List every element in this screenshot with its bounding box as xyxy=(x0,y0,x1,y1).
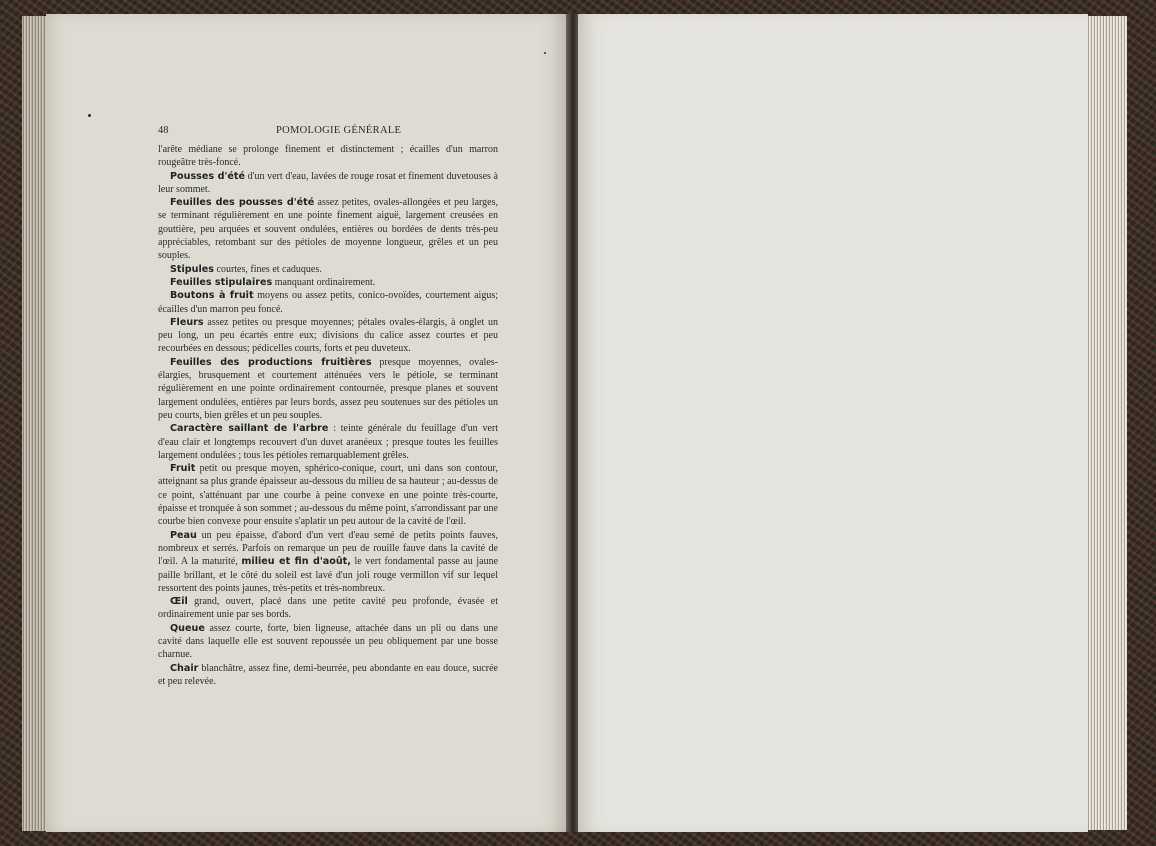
paragraph-text: grand, ouvert, placé dans une petite cavité peu profonde, évasée et ordinairement unie par ses bords. xyxy=(158,596,498,621)
left-page-edges xyxy=(22,16,48,831)
paragraph xyxy=(158,356,498,422)
paragraph xyxy=(158,595,498,622)
paragraph xyxy=(158,170,498,197)
paragraph-text: manquant ordinairement. xyxy=(272,276,376,288)
paragraph xyxy=(158,276,498,289)
paragraph xyxy=(158,662,498,689)
paragraph-term: Fruit xyxy=(170,463,196,475)
paragraph xyxy=(158,622,498,662)
paragraph-term: Stipules xyxy=(170,263,214,275)
paragraph xyxy=(158,263,498,276)
paragraph-text: petit ou presque moyen, sphérico-conique, court, uni dans son contour, atteignant sa plus grande épaisseur au-dessous du milieu de sa hauteur ; au-dessus de ce point, s'atténuant par une courbe à peine convexe en une pointe très-courte, épaisse et tronquée à son sommet ; au-dessous du même point, s'arrondissant par une courbe bien convexe pour ensuite s'aplatir un peu autour de la cavité de l'œil. xyxy=(158,463,498,528)
paragraph-text: le vert fondamental passe au jaune paille brillant, et le côté du soleil est lavé d'un joli rouge vermillon vif sur lequel ressortent des points jaunes, très-petits et très-nombreux. xyxy=(158,556,499,594)
paragraph-term: Pousses d'été xyxy=(170,170,245,182)
paragraph-term: Feuilles des pousses d'été xyxy=(170,197,315,209)
paragraph-term: Chair xyxy=(170,662,199,674)
paragraph-term: Feuilles stipulaires xyxy=(170,276,273,288)
paragraph xyxy=(158,289,498,316)
paragraph-text: : teinte générale du feuillage d'un vert d'eau clair et longtemps recouvert d'un duvet aranéeux ; presque toutes les feuilles largement ondulées ; tous les pétioles remarquablement grêles. xyxy=(158,423,498,461)
ink-speck xyxy=(88,114,91,117)
right-page-edges xyxy=(1087,16,1127,830)
paragraph-text: l'arête médiane se prolonge finement et distinctement ; écailles d'un marron rougeâtre très-foncé. xyxy=(158,144,498,169)
paragraph xyxy=(158,529,498,595)
paragraph-emphasis: milieu et fin d'août, xyxy=(241,556,351,568)
paragraph-term: Boutons à fruit xyxy=(170,290,254,302)
paragraph-text: assez petites ou presque moyennes; pétales ovales-élargis, à onglet un peu long, un peu écartés entre eux; divisions du calice assez courtes et peu recourbées en dessous; pédicelles courts, forts et peu duveteux. xyxy=(158,316,498,355)
paragraph xyxy=(158,422,498,462)
header-title: POMOLOGIE GÉNÉRALE xyxy=(276,125,402,136)
paragraph-text: assez courte, forte, bien ligneuse, attachée dans un pli ou dans une cavité dans laquelle elle est souvent repoussée un peu obliquement par une bosse charnue. xyxy=(158,622,498,661)
paragraph-text: courtes, fines et caduques. xyxy=(214,263,322,275)
paragraph-term: Œil xyxy=(170,596,188,608)
right-page-blank xyxy=(578,14,1088,832)
paragraph-text: d'un vert d'eau, lavées de rouge rosat et finement duvetouses à leur sommet. xyxy=(158,170,498,195)
paragraph-text: blanchâtre, assez fine, demi-beurrée, peu abondante en eau douce, sucrée et peu relevée. xyxy=(158,662,498,687)
paragraph xyxy=(158,143,498,170)
paragraph-text: presque moyennes, ovales-élargies, brusquement et courtement atténuées vers le pétiole, se terminant régulièrement en une pointe ordinairement contournée, presque planes et souvent largement ondulées, entières par leurs bords, assez peu soutenues sur des pétioles un peu courts, bien grêles et un peu souples. xyxy=(158,356,498,421)
running-head xyxy=(158,125,498,141)
paragraph xyxy=(158,196,498,262)
paragraph-term: Feuilles des productions fruitières xyxy=(170,356,372,368)
paragraph-term: Caractère saillant de l'arbre xyxy=(170,423,329,435)
paragraph xyxy=(158,316,498,356)
ink-speck xyxy=(544,52,546,54)
paragraph-text: assez petites, ovales-allongées et peu larges, se terminant régulièrement en une pointe finement aiguë, largement creusées en gouttière, peu arquées et souvent ondulées, entières ou bordées de dents très-peu appréciables, retombant sur des pétioles de moyenne longueur, grêles et un peu souples. xyxy=(158,197,498,262)
paragraph-term: Fleurs xyxy=(170,316,204,328)
paragraph-term: Peau xyxy=(170,529,197,541)
paragraph xyxy=(158,462,498,528)
body-text xyxy=(158,143,498,688)
paragraph-text: moyens ou assez petits, conico-ovoïdes, courtement aigus; écailles d'un marron peu foncé. xyxy=(158,290,498,315)
page-number: 48 xyxy=(158,125,169,136)
paragraph-term: Queue xyxy=(170,622,205,634)
paragraph-text: un peu épaisse, d'abord d'un vert d'eau semé de petits points fauves, nombreux et serrés. Parfois on remarque un peu de rouille fauve dans la cavité de l'œil. A la maturité, xyxy=(158,529,498,568)
